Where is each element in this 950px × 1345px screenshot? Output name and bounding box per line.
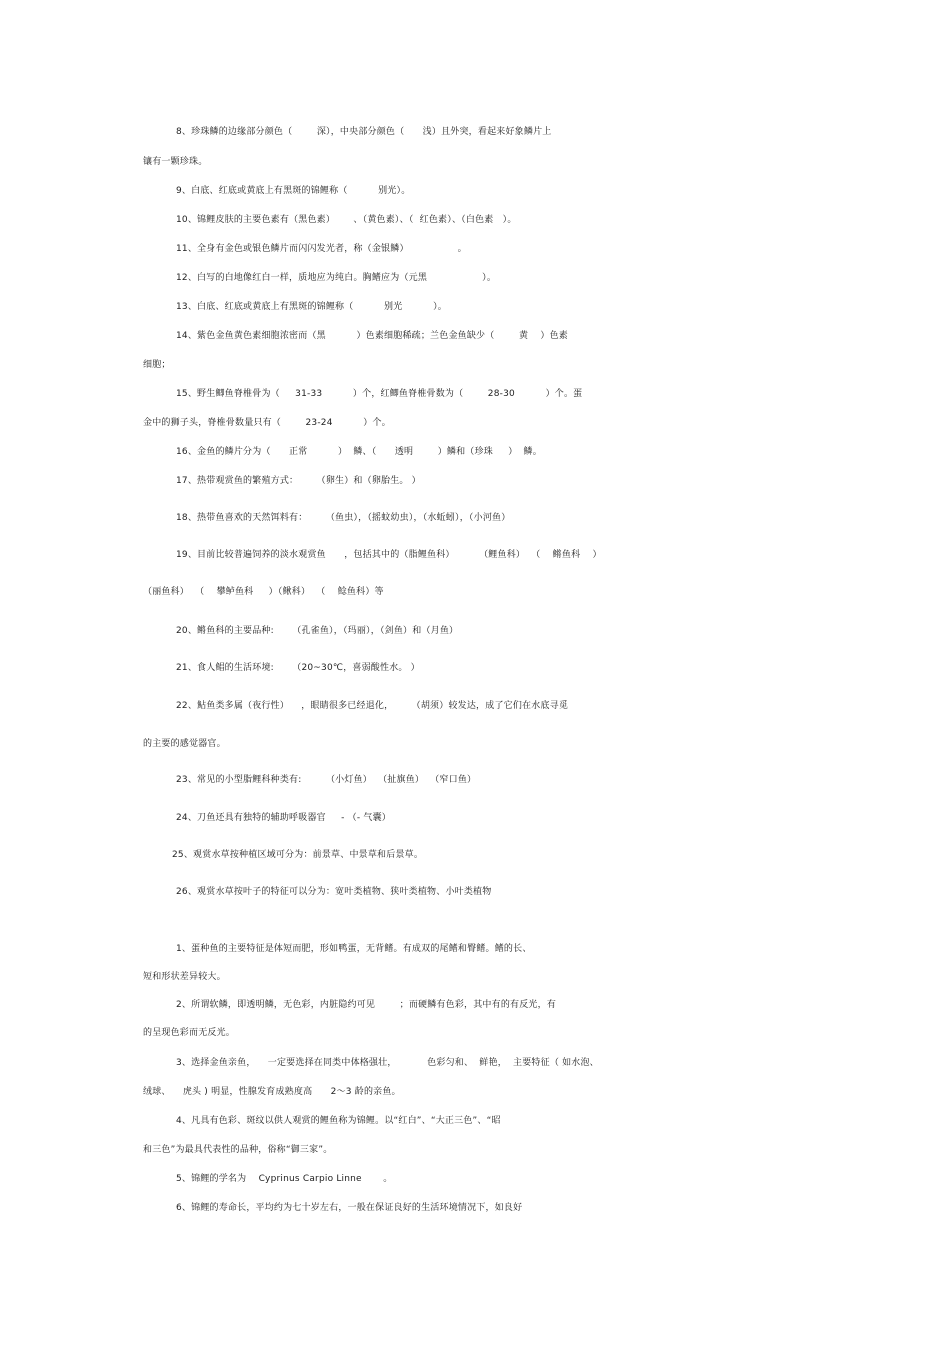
text-line-q10: 10、锦鲤皮肤的主要色素有（黑色素） 、（黄色素）、（ 红色素）、（白色素 ）。 xyxy=(176,215,517,225)
text-line-s1a: 1、蛋种鱼的主要特征是体短而肥，形如鸭蛋，无背鳍。有成双的尾鳍和臀鳍。鳍的长、 xyxy=(176,944,532,954)
text-line-q20: 20、鳉鱼科的主要品种: （孔雀鱼），（玛丽），（剑鱼）和（月鱼） xyxy=(176,626,459,636)
text-line-s3b: 绒球、 虎头 ) 明显，性腺发育成熟度高 2～3 龄的亲鱼。 xyxy=(143,1087,401,1097)
text-line-q21: 21、食人鲳的生活环境: （20~30℃，喜弱酸性水。 ） xyxy=(176,663,420,673)
text-line-s5: 5、锦鲤的学名为 Cyprinus Carpio Linne 。 xyxy=(176,1174,393,1184)
text-line-s4a: 4、凡具有色彩、斑纹以供人观赏的鲤鱼称为锦鲤。以“红白”、“大正三色”、“昭 xyxy=(176,1116,501,1126)
text-line-s3a: 3、选择金鱼亲鱼， 一定要选择在同类中体格强壮， 色彩匀和、 鲜艳， 主要特征（ 如水泡、 xyxy=(176,1058,599,1068)
text-line-q14a: 14、紫色金鱼黄色素细胞浓密而（黑 ）色素细胞稀疏；兰色金鱼缺少（ 黄 ）色素 xyxy=(176,331,568,341)
text-line-s4b: 和三色”为最具代表性的品种，俗称“御三家”。 xyxy=(143,1145,333,1155)
text-line-q15a: 15、野生鲫鱼脊椎骨为（ 31-33 ）个，红鲫鱼脊椎骨数为（ 28-30 ）个。蛋 xyxy=(176,389,583,399)
text-line-q18: 18、热带鱼喜欢的天然饵料有： （鱼虫），（摇蚊幼虫），（水蚯蚓），（小河鱼） xyxy=(176,513,511,523)
text-line-q16: 16、金鱼的鳞片分为（ 正常 ） 鳞、（ 透明 ）鳞和（珍珠 ） 鳞。 xyxy=(176,447,542,457)
text-line-q25: 25、观赏水草按种植区域可分为：前景草、中景草和后景草。 xyxy=(172,850,424,860)
text-line-q14b: 细胞； xyxy=(143,360,171,370)
text-line-q19a: 19、目前比较普遍饲养的淡水观赏鱼 ，包括其中的（脂鲤鱼科） （鲤鱼科） （ 鳉鱼科 ） xyxy=(176,550,602,560)
text-line-q22b: 的主要的感觉器官。 xyxy=(143,739,226,749)
text-line-s1b: 短和形状差异较大。 xyxy=(143,972,226,982)
text-line-q23: 23、常见的小型脂鲤科种类有: （小灯鱼） （扯旗鱼） （窄口鱼） xyxy=(176,775,477,785)
text-line-q11: 11、全身有金色或银色鳞片而闪闪发光者，称（金银鳞） 。 xyxy=(176,244,467,254)
text-line-s2b: 的呈现色彩而无反光。 xyxy=(143,1028,236,1038)
text-line-q8a: 8、珍珠鳞的边缘部分颜色（ 深），中央部分颜色（ 浅）且外突，看起来好象鳞片上 xyxy=(176,127,552,137)
text-line-s6: 6、锦鲤的寿命长，平均约为七十岁左右，一般在保证良好的生活环境情况下，如良好 xyxy=(176,1203,523,1213)
text-line-s2a: 2、所谓软鳞，即透明鳞，无色彩，内脏隐约可见 ；而硬鳞有色彩，其中有的有反光，有 xyxy=(176,1000,557,1010)
text-line-q12: 12、白写的白地像红白一样，质地应为纯白。胸鳍应为（元黑 ）。 xyxy=(176,273,497,283)
text-line-q22a: 22、鲇鱼类多属（夜行性） ，眼睛很多已经退化， （胡须）较发达，成了它们在水底寻觅 xyxy=(176,701,569,711)
text-line-q9: 9、白底、红底或黄底上有黑斑的锦鲤称（ 别光）。 xyxy=(176,186,411,196)
text-line-q13: 13、白底、红底或黄底上有黑斑的锦鲤称（ 别光 ）。 xyxy=(176,302,447,312)
text-line-q24: 24、刀鱼还具有独特的辅助呼吸器官 - （- 气囊） xyxy=(176,813,391,823)
text-line-q19b: （丽鱼科） （ 攀鲈鱼科 ）（鳅科） （ 鲶鱼科）等 xyxy=(143,587,384,597)
text-line-q26: 26、观赏水草按叶子的特征可以分为：宽叶类植物、狭叶类植物、小叶类植物 xyxy=(176,887,492,897)
text-line-q15b: 金中的狮子头，脊椎骨数量只有（ 23-24 ）个。 xyxy=(143,418,391,428)
text-line-q17: 17、热带观赏鱼的繁殖方式： （卵生）和（卵胎生。 ） xyxy=(176,476,421,486)
text-line-q8b: 镶有一颗珍珠。 xyxy=(143,157,208,167)
